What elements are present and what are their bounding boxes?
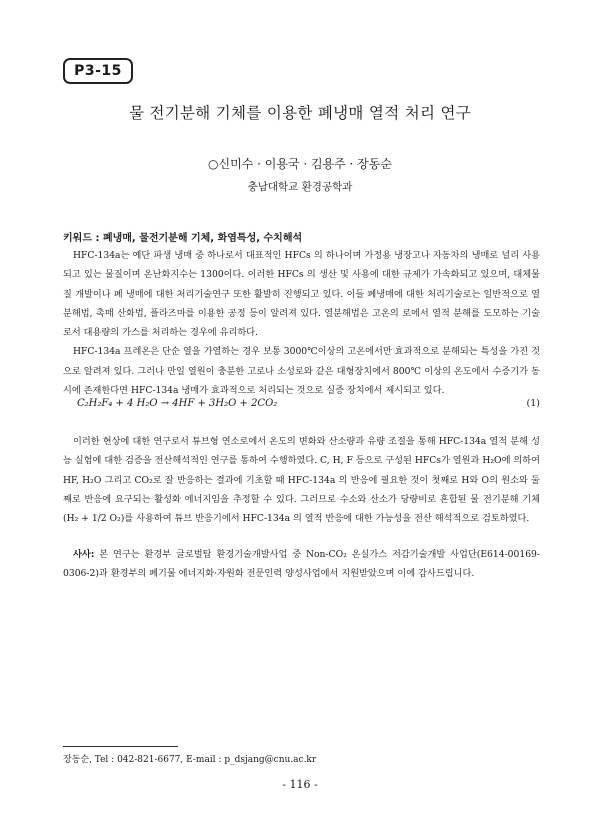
- affiliation: 충남대학교 환경공학과: [247, 181, 353, 193]
- paragraph: HFC-134a는 예단 파생 냉매 중 하나로서 대표적인 HFCs 의 하나이며 가정용 냉장고나 자동차의 냉매로 널리 사용되고 있는 물질이며 온난화지수는 1300이다. 이러한 HFCs 의 생산 및 사용에 대한 규제가 가속화되고 있으며, 대체물질 개발이나 폐 냉매에 대한 처리기술연구 또한 활발히 진행되고 있다. 이들 폐냉매에 대한 처리기술로는 일반적으로 열분해법, 촉매 산화법, 플라즈마를 이용한 공정 등이 알려져 있다. 열분해법은 고온의 로에서 열적 분해를 도모하는 기술로서 대용량의 가스를 처리하는 경우에 유리하다.: [63, 250, 540, 339]
- equation: [77, 398, 540, 409]
- paragraph: HFC-134a 프레온은 단순 열을 가열하는 경우 보통 3000℃이상의 고온에서만 효과적으로 분해되는 특성을 가진 것으로 알려져 있다. 그러나 만일 열원이 충분한 고로나 소성로와 같은 대형장치에서 800℃ 이상의 온도에서 수증기가 동시에 존재한다면 HFC-134a 냉매가 효과적으로 처리되는 것으로 실증 장치에서 제시되고 있다.: [63, 346, 540, 397]
- acknowledgement-label: 사사:: [73, 549, 95, 560]
- page-number: - 116 -: [282, 778, 318, 791]
- body-paragraph-2: [63, 432, 540, 528]
- paragraph: 이러한 현상에 대한 연구로서 튜브형 연소로에서 온도의 변화와 산소량과 유량 조절을 통해 HFC-134a 열적 분해 성능 실험에 대한 검증을 전산해석적인 연구를 통하여 수행하였다. C, H, F 등으로 구성된 HFCs가 열원과 H₂O에 의하여 HF, H₂O 그리고 CO₂로 잘 반응하는 결과에 기초할 때 HFC-134a 의 반응에 필요한 것이 첫째로 H와 O의 원소와 둘째로 반응에 요구되는 활성화 에너지임을 추정할 수 있다. 그러므로 수소와 산소가 당량비로 혼합된 물 전기분해 기체(H₂ + 1/2 O₂)를 사용하여 튜브 반응기에서 HFC-134a 의 열적 반응에 대한 가능성을 전산 해석적으로 검토하였다.: [63, 436, 540, 525]
- authors: ○신미수 · 이용국 · 김용주 · 장동순: [208, 157, 392, 171]
- session-badge: P3-15: [63, 58, 133, 84]
- paper-title: 물 전기분해 기체를 이용한 폐냉매 열적 처리 연구: [128, 104, 472, 122]
- footnote: 장동순, Tel : 042-821-6677, E-mail : p_dsjang@cnu.ac.kr: [63, 755, 317, 765]
- acknowledgement-paragraph: [63, 545, 540, 584]
- body-paragraph-1: [63, 246, 540, 400]
- acknowledgement: [63, 545, 540, 584]
- equation-number: (1): [526, 398, 540, 409]
- footnote-divider: [63, 746, 178, 747]
- equation-text: C₂H₂F₄ + 4 H₂O → 4HF + 3H₂O + 2CO₂: [77, 398, 278, 409]
- acknowledgement-text: 본 연구는 환경부 글로벌탑 환경기술개발사업 중 Non-CO₂ 온실가스 저감기술개발 사업단(E614-00169-0306-2)과 환경부의 폐기물 에너지화·자원화 전문인력 양성사업에서 지원받았으며 이에 감사드립니다.: [63, 549, 540, 580]
- keywords: 키워드 : 폐냉매, 물전기분해 기체, 화염특성, 수치해석: [63, 233, 303, 244]
